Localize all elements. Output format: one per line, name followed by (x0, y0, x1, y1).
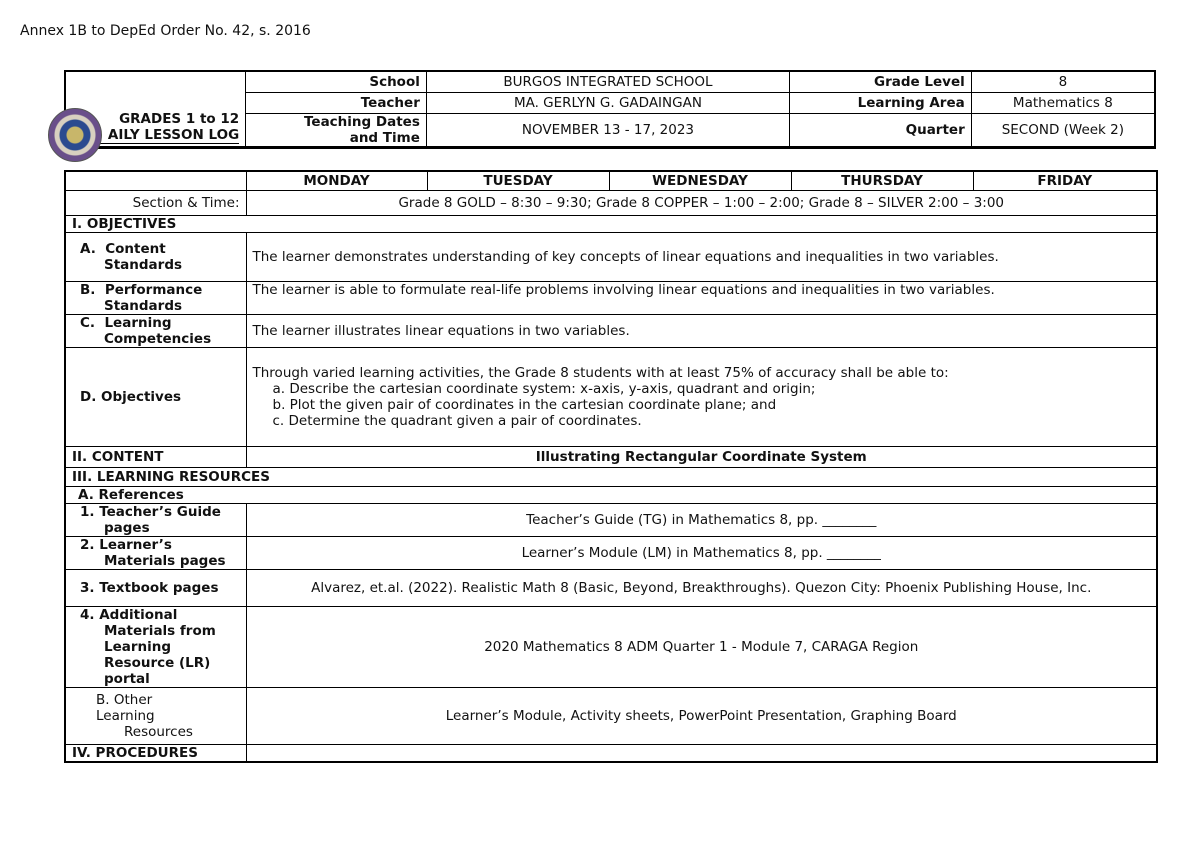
teaching-dates-value: NOVEMBER 13 - 17, 2023 (426, 114, 789, 148)
day-tuesday: TUESDAY (427, 171, 609, 191)
other-resources-label-line: Resources (124, 724, 193, 740)
learning-competencies-value: The learner illustrates linear equations in two variables. (246, 315, 1157, 348)
learners-materials-value: Learner’s Module (LM) in Mathematics 8, pp. ________ (246, 537, 1157, 570)
objectives-intro: Through varied learning activities, the Grade 8 students with at least 75% of accuracy shall be able to: (252, 365, 949, 381)
day-wednesday: WEDNESDAY (609, 171, 791, 191)
learning-competencies-label-line2: Competencies (104, 331, 212, 347)
header-table (64, 70, 1156, 149)
other-resources-label (65, 688, 246, 745)
content-standards-label-line2: Standards (104, 257, 183, 273)
teachers-guide-label-line1: 1. Teacher’s Guide (80, 504, 221, 520)
content-standards-value: The learner demonstrates understanding of key concepts of linear equations and inequalities in two variables. (246, 233, 1157, 282)
teacher-value: MA. GERLYN G. GADAINGAN (426, 93, 789, 114)
objective-item: b. Plot the given pair of coordinates in the cartesian coordinate plane; and (272, 397, 777, 413)
teachers-guide-label (65, 504, 246, 537)
additional-materials-label-line: 4. Additional (80, 607, 178, 623)
day-thursday: THURSDAY (791, 171, 973, 191)
label-text: Learning (104, 315, 172, 331)
day-friday: FRIDAY (973, 171, 1157, 191)
objective-item: a. Describe the cartesian coordinate system: x-axis, y-axis, quadrant and origin; (272, 381, 816, 397)
textbook-pages-label: 3. Textbook pages (65, 570, 246, 607)
other-resources-value: Learner’s Module, Activity sheets, PowerPoint Presentation, Graphing Board (246, 688, 1157, 745)
label-text: Performance (104, 282, 203, 298)
grade-level-label: Grade Level (790, 71, 972, 93)
textbook-pages-value: Alvarez, et.al. (2022). Realistic Math 8 (Basic, Beyond, Breakthroughs). Quezon City: Phoenix Publishing House, Inc. (246, 570, 1157, 607)
learning-competencies-label (65, 315, 246, 348)
section-time-value: Grade 8 GOLD – 8:30 – 9:30; Grade 8 COPPER – 1:00 – 2:00; Grade 8 – SILVER 2:00 – 3:00 (246, 191, 1157, 216)
dates-label-line1: Teaching Dates (304, 114, 420, 130)
objectives-value (246, 348, 1157, 447)
learners-materials-label-line1: 2. Learner’s (80, 537, 172, 553)
annex-reference: Annex 1B to DepEd Order No. 42, s. 2016 (20, 23, 311, 39)
learners-materials-label (65, 537, 246, 570)
additional-materials-label-line: Materials from (104, 623, 216, 639)
lesson-log-title (65, 71, 246, 148)
learning-area-value: Mathematics 8 (971, 93, 1155, 114)
teacher-label: Teacher (246, 93, 427, 114)
title-line-2: AILY LESSON LOG (72, 127, 239, 144)
label-letter: B. (80, 282, 96, 298)
content-topic: Illustrating Rectangular Coordinate System (246, 447, 1157, 468)
performance-standards-label-line2: Standards (104, 298, 183, 314)
learning-resources-heading: III. LEARNING RESOURCES (65, 468, 1157, 487)
other-resources-label-line: B. Other (96, 692, 153, 708)
title-line-1: GRADES 1 to 12 (119, 111, 240, 127)
additional-materials-label (65, 607, 246, 688)
additional-materials-label-line: Learning (104, 639, 172, 655)
corner-cell (65, 171, 246, 191)
learning-area-label: Learning Area (790, 93, 972, 114)
additional-materials-label-line: portal (104, 671, 150, 687)
additional-materials-label-line: Resource (LR) (104, 655, 211, 671)
day-monday: MONDAY (246, 171, 427, 191)
additional-materials-value: 2020 Mathematics 8 ADM Quarter 1 - Module 7, CARAGA Region (246, 607, 1157, 688)
content-standards-label-line1 (80, 241, 240, 257)
learners-materials-label-line2: Materials pages (104, 553, 226, 569)
performance-standards-label (65, 282, 246, 315)
lesson-log-table (64, 170, 1158, 763)
section-time-label: Section & Time: (65, 191, 246, 216)
label-letter: C. (80, 315, 96, 331)
learning-competencies-label-line1 (80, 315, 240, 331)
quarter-value: SECOND (Week 2) (971, 114, 1155, 148)
dates-label-line2: and Time (349, 130, 420, 146)
procedures-heading: IV. PROCEDURES (65, 745, 246, 763)
label-letter: A. (80, 241, 96, 257)
teachers-guide-label-line2: pages (104, 520, 150, 536)
content-standards-label (65, 233, 246, 282)
quarter-label: Quarter (790, 114, 972, 148)
performance-standards-value: The learner is able to formulate real-life problems involving linear equations and inequalities in two variables. (246, 282, 1157, 315)
school-value: BURGOS INTEGRATED SCHOOL (426, 71, 789, 93)
teachers-guide-value: Teacher’s Guide (TG) in Mathematics 8, pp. ________ (246, 504, 1157, 537)
school-label: School (246, 71, 427, 93)
objectives-heading: I. OBJECTIVES (65, 216, 1157, 233)
label-text: Content (105, 241, 166, 257)
deped-seal-icon (48, 108, 102, 162)
references-label: A. References (65, 487, 1157, 504)
other-resources-label-line: Learning (96, 708, 155, 724)
objectives-label: D. Objectives (65, 348, 246, 447)
procedures-empty-cell (246, 745, 1157, 763)
performance-standards-label-line1 (80, 282, 240, 298)
content-heading: II. CONTENT (65, 447, 246, 468)
objective-item: c. Determine the quadrant given a pair of coordinates. (272, 413, 642, 429)
grade-level-value: 8 (971, 71, 1155, 93)
teaching-dates-label (246, 114, 427, 148)
